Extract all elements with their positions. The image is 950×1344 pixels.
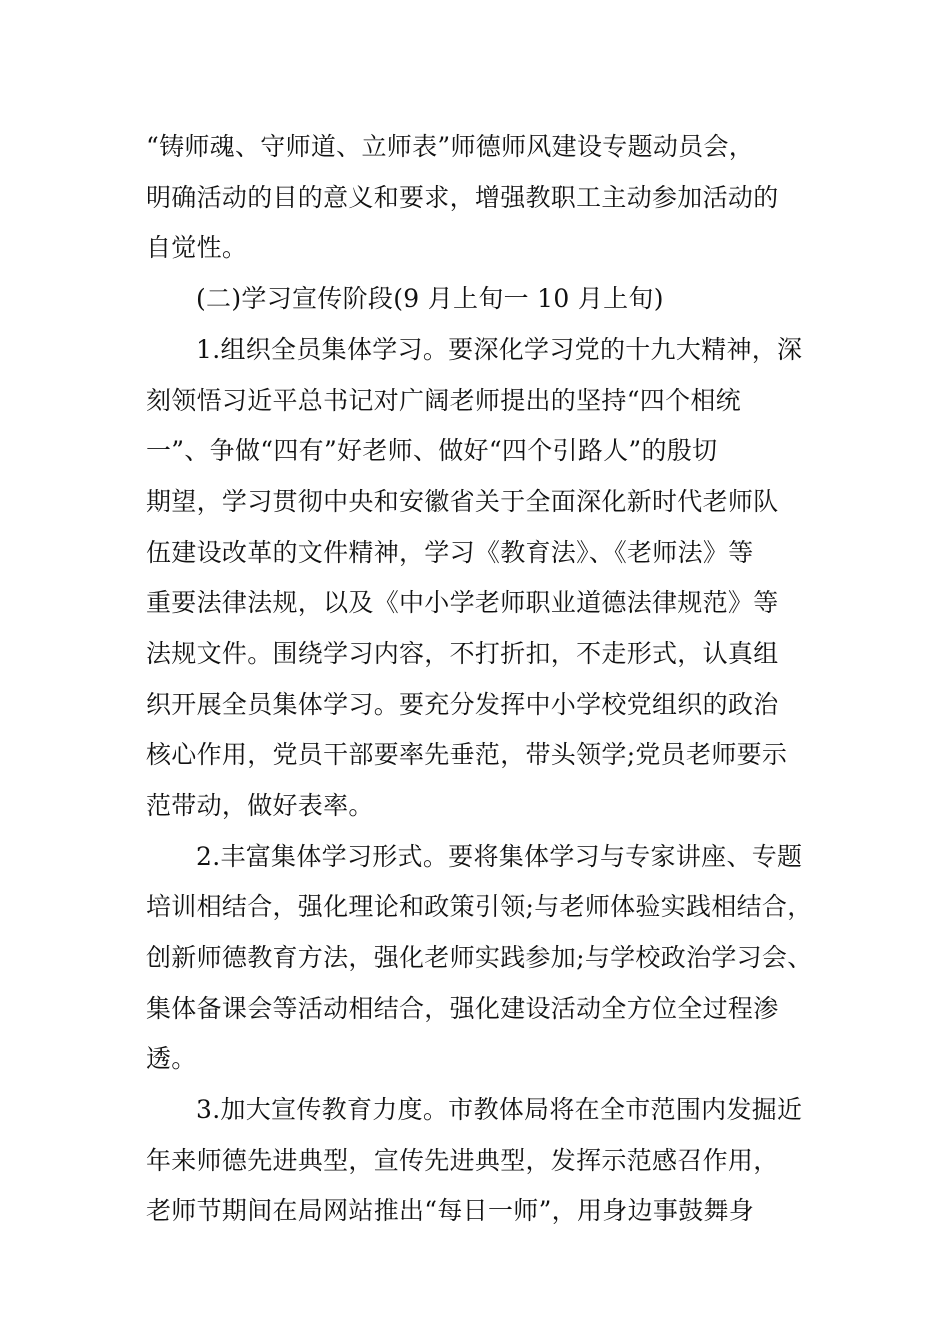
text-line: 3.加大宣传教育力度。市教体局将在全市范围内发掘近 <box>196 1095 803 1124</box>
text-line: 范带动，做好表率。 <box>146 791 374 820</box>
text-line: 伍建设改革的文件精神，学习《教育法》、《老师法》等 <box>146 538 754 567</box>
text-line: 自觉性。 <box>146 233 248 262</box>
text-line: 透。 <box>146 1044 197 1073</box>
text-line: 期望，学习贯彻中央和安徽省关于全面深化新时代老师队 <box>146 487 779 516</box>
text-line: 重要法律法规，以及《中小学老师职业道德法律规范》等 <box>146 588 779 617</box>
text-line: 老师节期间在局网站推出“每日一师”，用身边事鼓舞身 <box>146 1196 755 1225</box>
text-line: 法规文件。围绕学习内容，不打折扣，不走形式，认真组 <box>146 639 779 668</box>
text-line: “铸师魂、守师道、立师表”师德师风建设专题动员会， <box>146 132 755 161</box>
text-line: 1.组织全员集体学习。要深化学习党的十九大精神，深 <box>196 335 803 364</box>
text-line: 一”、争做“四有”好老师、做好“四个引路人”的殷切 <box>146 436 718 465</box>
text-line: 核心作用，党员干部要率先垂范，带头领学;党员老师要示 <box>146 740 788 769</box>
section-heading: (二)学习宣传阶段(9 月上旬一 10 月上旬) <box>196 284 664 313</box>
text-line: 织开展全员集体学习。要充分发挥中小学校党组织的政治 <box>146 690 779 719</box>
text-line: 培训相结合，强化理论和政策引领;与老师体验实践相结合， <box>146 892 813 921</box>
text-line: 集体备课会等活动相结合，强化建设活动全方位全过程渗 <box>146 994 779 1023</box>
text-line: 创新师德教育方法，强化老师实践参加;与学校政治学习会、 <box>146 943 813 972</box>
text-line: 明确活动的目的意义和要求，增强教职工主动参加活动的 <box>146 183 779 212</box>
text-line: 2.丰富集体学习形式。要将集体学习与专家讲座、专题 <box>196 842 803 871</box>
text-line: 刻领悟习近平总书记对广阔老师提出的坚持“四个相统 <box>146 386 741 415</box>
text-line: 年来师德先进典型，宣传先进典型，发挥示范感召作用， <box>146 1146 779 1175</box>
